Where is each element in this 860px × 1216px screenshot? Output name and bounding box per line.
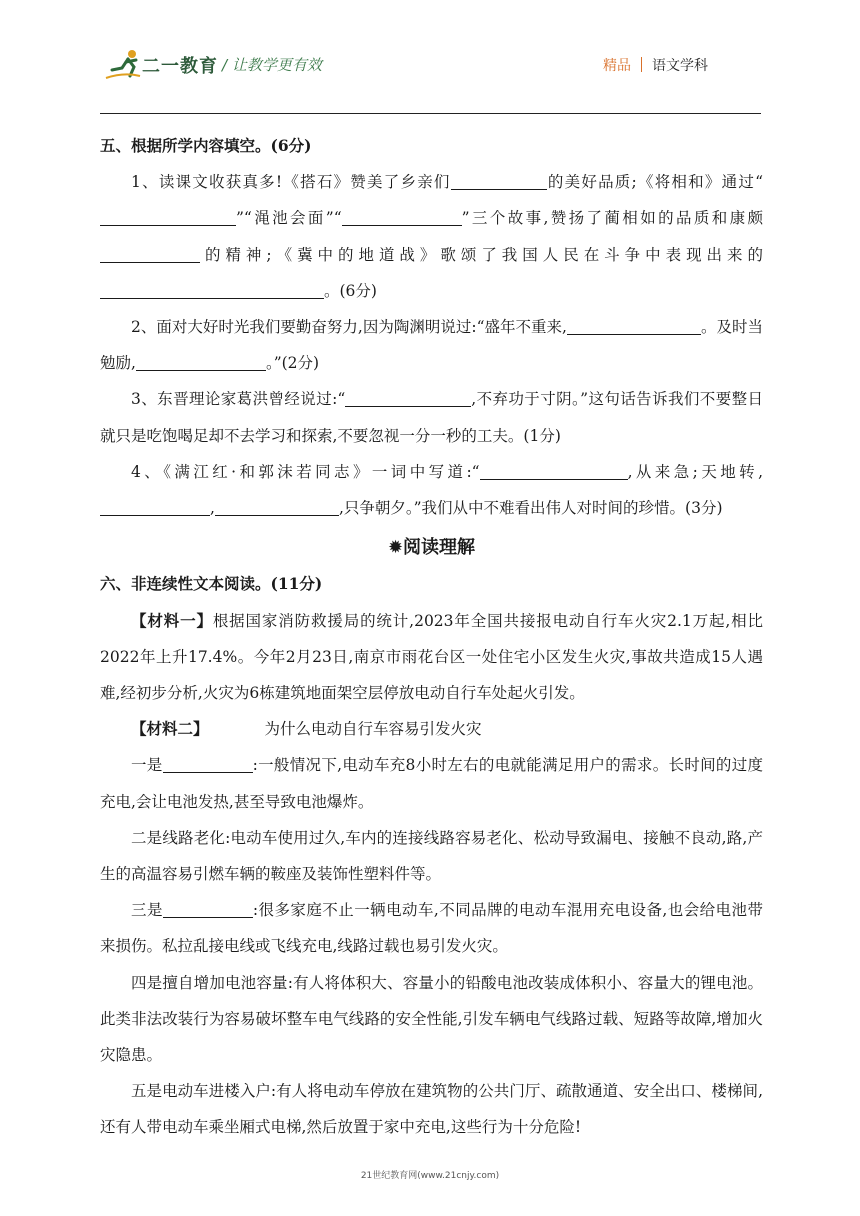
q4-text-d: ,只争朝夕。”我们从中不难看出伟人对时间的珍惜。(3分)	[338, 499, 723, 518]
material-1-text: 根据国家消防救援局的统计,2023年全国共接报电动自行车火灾2.1万起,相比2022年上升17.4%。今年2月23日,南京市雨花台区一处住宅小区发生火灾,事故共造成15人遇难,经初步分析,火灾为6栋建筑地面架空层停放电动自行车处起火引发。	[100, 611, 763, 703]
q1-text-b: 的美好品质;《将相和》通过“	[546, 173, 763, 192]
reason-1	[100, 747, 763, 819]
material-1-label: 【材料一】	[131, 610, 213, 630]
section5-title: 五、根据所学内容填空。(6分)	[100, 136, 312, 155]
brand-name: 二一教育	[142, 56, 218, 77]
q1-text-f: 。(6分)	[324, 281, 377, 300]
reason-4: 四是擅自增加电池容量:有人将体积大、容量小的铅酸电池改装成体积小、容量大的锂电池。此类非法改装行为容易破坏整车电气线路的安全性能,引发车辆电气线路过载、短路等故障,增加火灾隐患。	[100, 973, 763, 1065]
question-4	[100, 454, 763, 526]
header-tags	[603, 55, 708, 75]
answer-blank[interactable]	[480, 461, 628, 480]
q3-text-a: 3、东晋理论家葛洪曾经说过:“	[131, 390, 346, 409]
question-3	[100, 381, 763, 453]
document-body	[100, 128, 763, 1146]
q1-text-c: ”“渑池会面”“	[236, 209, 342, 228]
subject-tag: 语文学科	[652, 58, 708, 74]
q1-text-a: 1、读课文收获真多!《搭石》赞美了乡亲们	[131, 173, 451, 192]
answer-blank[interactable]	[100, 280, 324, 299]
reason-1-text: :一般情况下,电动车充8小时左右的电就能满足用户的需求。长时间的过度充电,会让电池发热,甚至导致电池爆炸。	[100, 756, 763, 811]
reason-3	[100, 892, 763, 964]
reason-3-lead: 三是	[131, 901, 163, 920]
answer-blank[interactable]	[163, 899, 253, 918]
q4-text-c: ,	[210, 499, 215, 518]
quality-tag: 精品	[603, 58, 631, 74]
header-rule	[100, 113, 761, 114]
reading-section-title: ✹阅读理解	[387, 537, 476, 559]
answer-blank[interactable]	[100, 244, 200, 263]
q4-text-a: 4、《满江红·和郭沫若同志》一词中写道:“	[131, 462, 480, 481]
q2-text-c: 。”(2分)	[265, 354, 320, 373]
q1-text-d: ”三个故事,赞扬了蔺相如的品质和康颇	[461, 209, 763, 228]
q3-text-b: ,不弃功于寸阴。”这句话告诉我们不要整日就只是吃饱喝足却不去学习和探索,不要忽视一分一秒的工夫。(1分)	[100, 390, 763, 445]
page-header	[0, 0, 860, 115]
q2-text-a: 2、面对大好时光我们要勤奋努力,因为陶渊明说过:“盛年不重来,	[131, 318, 567, 337]
answer-blank[interactable]	[215, 497, 339, 516]
question-2	[100, 309, 763, 381]
answer-blank[interactable]	[342, 207, 462, 226]
answer-blank[interactable]	[163, 754, 253, 773]
material-1	[100, 603, 763, 712]
divider	[641, 57, 642, 72]
answer-blank[interactable]	[100, 497, 210, 516]
reason-1-lead: 一是	[131, 756, 163, 775]
material-2-title: 为什么电动自行车容易引发火灾	[264, 720, 482, 739]
answer-blank[interactable]	[136, 352, 266, 371]
q1-text-e: 的精神;《冀中的地道战》歌颂了我国人民在斗争中表现出来的	[200, 245, 763, 264]
page-footer: 21世纪教育网(www.21cnjy.com)	[360, 1171, 500, 1181]
answer-blank[interactable]	[567, 316, 701, 335]
question-1	[100, 164, 763, 309]
reason-5: 五是电动车进楼入户:有人将电动车停放在建筑物的公共门厅、疏散通道、安全出口、楼梯间,还有人带电动车乘坐厢式电梯,然后放置于家中充电,这些行为十分危险!	[100, 1082, 763, 1137]
reason-3-text: :很多家庭不止一辆电动车,不同品牌的电动车混用充电设备,也会给电池带来损伤。私拉乱接电线或飞线充电,线路过载也易引发火灾。	[100, 901, 763, 956]
material-2-heading	[100, 711, 763, 747]
material-2-label: 【材料二】	[131, 719, 209, 739]
answer-blank[interactable]	[100, 207, 236, 226]
q2-text-b: 。及时当勉励,	[100, 318, 763, 373]
answer-blank[interactable]	[451, 171, 547, 190]
q4-text-b: ,从来急;天地转,	[627, 462, 763, 481]
section6-title: 六、非连续性文本阅读。(11分)	[100, 574, 323, 594]
answer-blank[interactable]	[345, 388, 471, 407]
slogan: / 让教学更有效	[222, 56, 322, 74]
reason-2: 二是线路老化:电动车使用过久,车内的连接线路容易老化、松动导致漏电、接触不良动,路,产生的高温容易引燃车辆的鞍座及装饰性塑料件等。	[100, 828, 763, 884]
